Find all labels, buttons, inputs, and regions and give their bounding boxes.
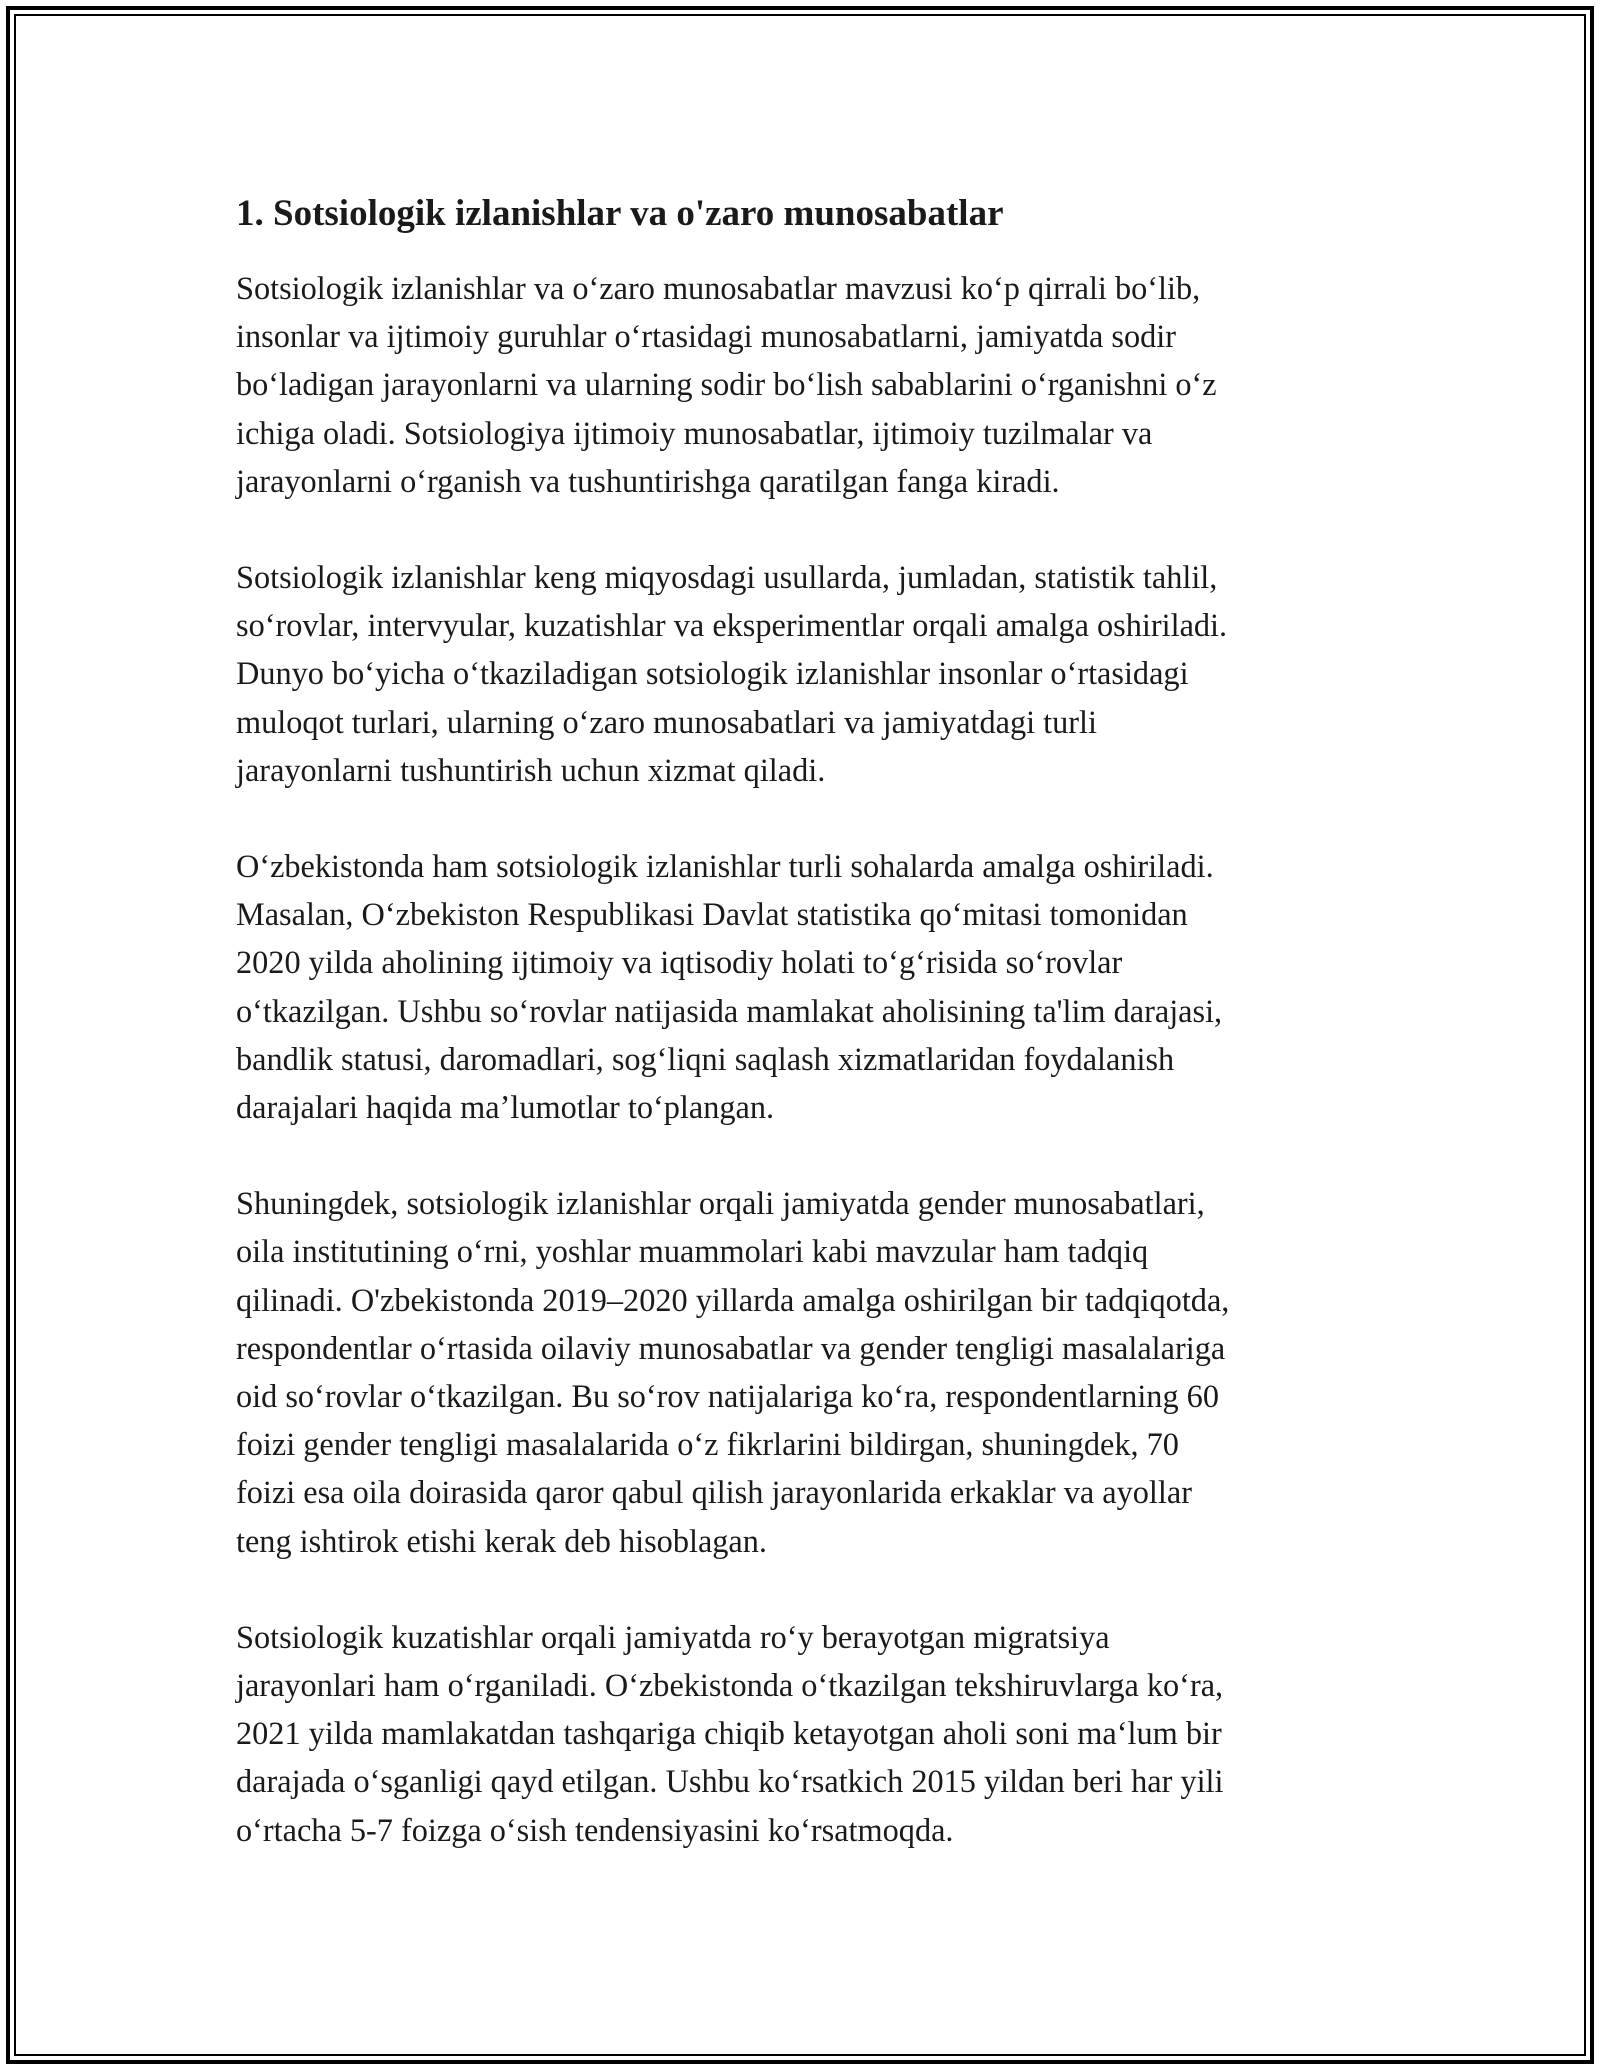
text-line: teng ishtirok etishi kerak deb hisoblagan. <box>236 1522 767 1559</box>
text-line: soʻrovlar, intervyular, kuzatishlar va eksperimentlar orqali amalga oshiriladi. <box>236 607 1228 644</box>
text-line: oila institutining oʻrni, yoshlar muammolari kabi mavzular ham tadqiq <box>236 1233 1149 1270</box>
paragraph-gender-research <box>236 1179 1386 1565</box>
text-line: muloqot turlari, ularning oʻzaro munosabatlari va jamiyatdagi turli <box>236 703 1098 740</box>
text-line: Sotsiologik izlanishlar va oʻzaro munosabatlar mavzusi koʻp qirrali boʻlib, <box>236 270 1201 306</box>
text-line: Masalan, Oʻzbekiston Respublikasi Davlat statistika qoʻmitasi tomonidan <box>236 896 1188 933</box>
paragraph-uzbekistan-surveys <box>236 842 1386 1131</box>
text-line: Sotsiologik izlanishlar keng miqyosdagi usullarda, jumladan, statistik tahlil, <box>236 559 1218 596</box>
text-line: oid soʻrovlar oʻtkazilgan. Bu soʻrov natijalariga koʻra, respondentlarning 60 <box>236 1378 1219 1415</box>
text-line: Oʻzbekistonda ham sotsiologik izlanishlar turli sohalarda amalga oshiriladi. <box>236 848 1214 885</box>
text-line: Dunyo boʻyicha oʻtkaziladigan sotsiologik izlanishlar insonlar oʻrtasidagi <box>236 655 1189 692</box>
text-line: foizi gender tengligi masalalarida oʻz fikrlarini bildirgan, shuningdek, 70 <box>236 1426 1179 1463</box>
paragraph-intro <box>236 264 1386 505</box>
text-line: jarayonlarni oʻrganish va tushuntirishga qaratilgan fanga kiradi. <box>236 462 1060 499</box>
text-line: bandlik statusi, daromadlari, sogʻliqni saqlash xizmatlaridan foydalanish <box>236 1040 1175 1077</box>
section-heading: 1. Sotsiologik izlanishlar va o'zaro munosabatlar <box>236 193 1004 234</box>
text-line: insonlar va ijtimoiy guruhlar oʻrtasidagi munosabatlarni, jamiyatda sodir <box>236 318 1176 355</box>
text-line: jarayonlari ham oʻrganiladi. Oʻzbekistonda oʻtkazilgan tekshiruvlarga koʻra, <box>236 1667 1224 1704</box>
text-line: 2021 yilda mamlakatdan tashqariga chiqib ketayotgan aholi soni maʻlum bir <box>236 1715 1222 1752</box>
text-line: Sotsiologik kuzatishlar orqali jamiyatda roʻy berayotgan migratsiya <box>236 1618 1110 1655</box>
text-line: oʻrtacha 5-7 foizga oʻsish tendensiyasini koʻrsatmoqda. <box>236 1811 954 1848</box>
text-line: darajada oʻsganligi qayd etilgan. Ushbu koʻrsatkich 2015 yildan beri har yili <box>236 1763 1224 1800</box>
text-line: qilinadi. O'zbekistonda 2019–2020 yillarda amalga oshirilgan bir tadqiqotda, <box>236 1281 1230 1318</box>
document-body <box>236 188 1386 1902</box>
text-line: 2020 yilda aholining ijtimoiy va iqtisodiy holati toʻgʻrisida soʻrovlar <box>236 944 1123 981</box>
text-line: respondentlar oʻrtasida oilaviy munosabatlar va gender tengligi masalalariga <box>236 1329 1226 1366</box>
text-line: jarayonlarni tushuntirish uchun xizmat qiladi. <box>236 751 826 788</box>
text-line: oʻtkazilgan. Ushbu soʻrovlar natijasida mamlakat aholisining ta'lim darajasi, <box>236 992 1223 1029</box>
paragraph-methods <box>236 553 1386 794</box>
text-line: foizi esa oila doirasida qaror qabul qilish jarayonlarida erkaklar va ayollar <box>236 1474 1192 1511</box>
text-line: darajalari haqida maʼlumotlar toʻplangan. <box>236 1089 775 1126</box>
paragraph-migration <box>236 1613 1386 1854</box>
text-line: ichiga oladi. Sotsiologiya ijtimoiy munosabatlar, ijtimoiy tuzilmalar va <box>236 414 1153 451</box>
text-line: boʻladigan jarayonlarni va ularning sodir boʻlish sabablarini oʻrganishni oʻz <box>236 366 1217 403</box>
text-line: Shuningdek, sotsiologik izlanishlar orqali jamiyatda gender munosabatlari, <box>236 1185 1205 1222</box>
